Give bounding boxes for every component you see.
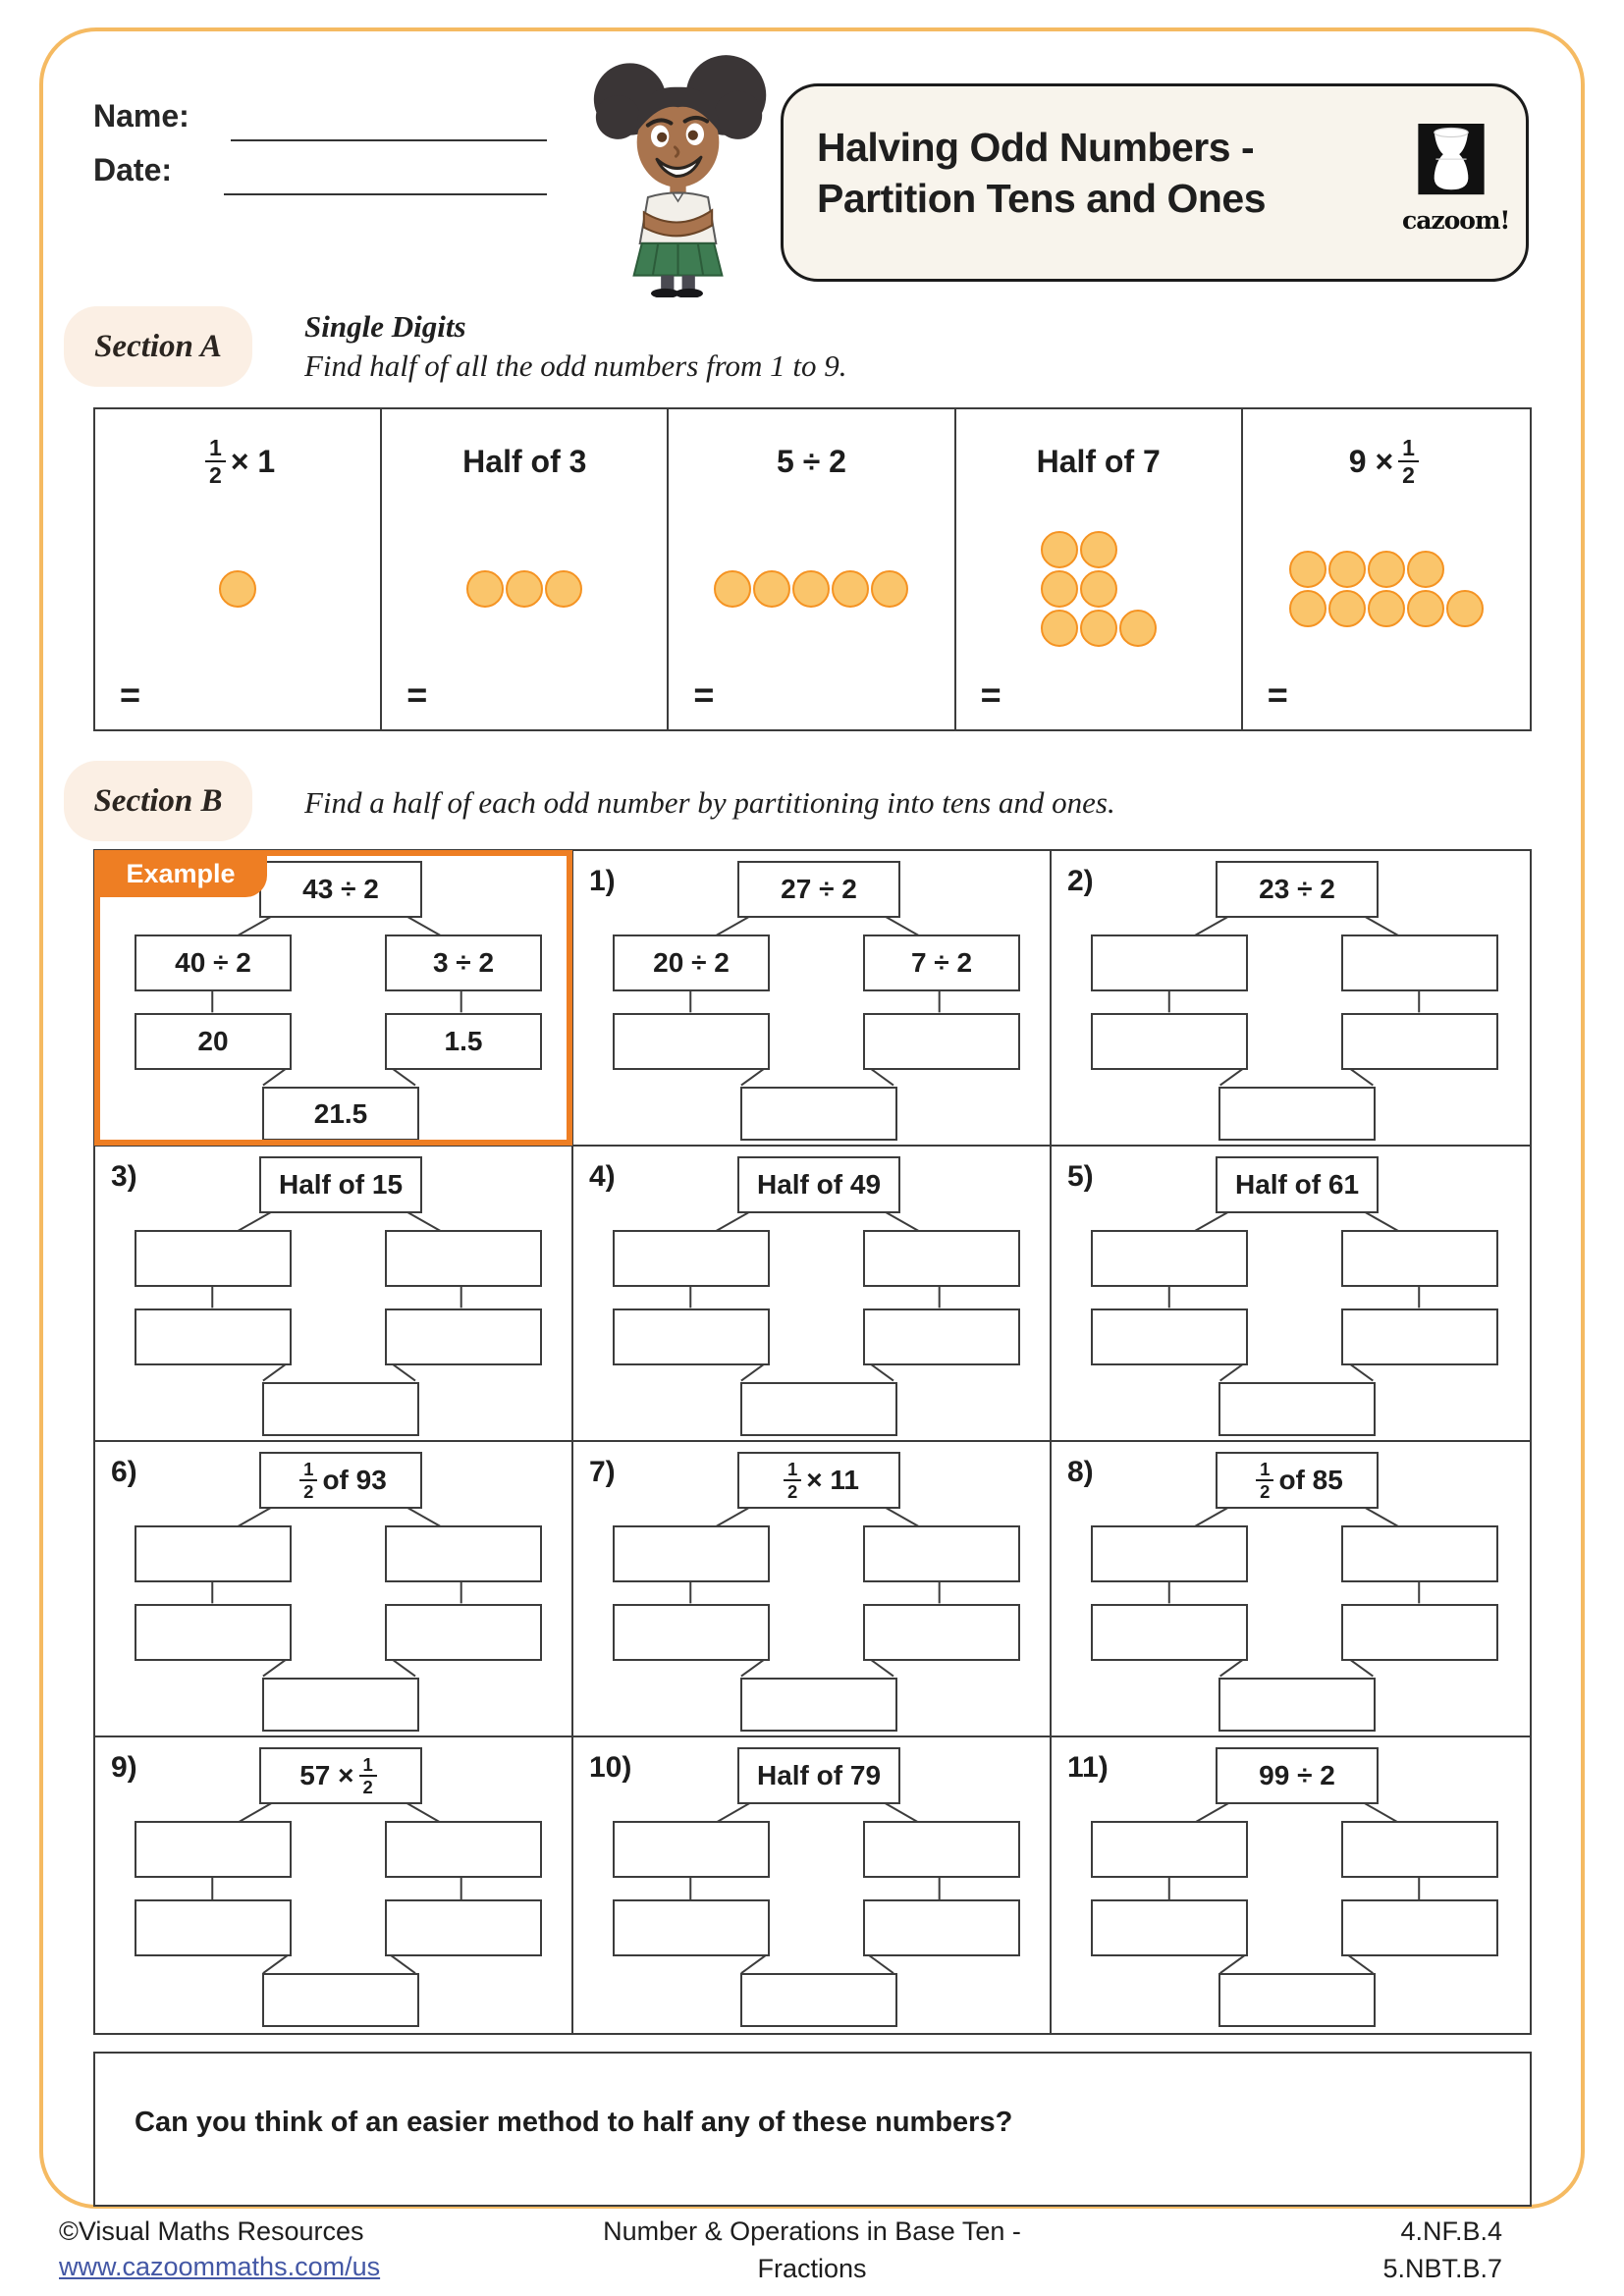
partition-top-box: $\frac{1}{2}$ of 93 <box>259 1452 422 1509</box>
counter-dot <box>1041 570 1078 608</box>
tens-answer-box: 20 <box>135 1013 292 1070</box>
partition-cell <box>1052 1147 1530 1442</box>
partition-ones-box[interactable] <box>863 1230 1020 1287</box>
section-b-instruction: Find a half of each odd number by partitioning into tens and ones. <box>304 785 1115 820</box>
counter-dots <box>382 507 667 669</box>
counter-dot <box>1328 590 1366 627</box>
question-number: 4) <box>589 1160 616 1193</box>
partition-top-box: Half of 49 <box>737 1156 900 1213</box>
final-answer-box: 21.5 <box>262 1087 419 1141</box>
expression: $\frac{1}{2}$ × 1 <box>95 417 380 506</box>
question-number: 7) <box>589 1456 616 1488</box>
question-number: 9) <box>111 1751 137 1784</box>
section-a-cell <box>1243 409 1530 729</box>
ones-answer-box[interactable] <box>863 1899 1020 1956</box>
ones-answer-box[interactable] <box>385 1604 542 1661</box>
partition-tens-box[interactable] <box>135 1821 292 1878</box>
challenge-question-box <box>93 2052 1532 2207</box>
ones-answer-box[interactable] <box>1341 1308 1498 1365</box>
tens-answer-box[interactable] <box>1091 1604 1248 1661</box>
partition-tens-box[interactable] <box>613 1821 770 1878</box>
dot-row <box>465 569 583 609</box>
final-answer-box[interactable] <box>1218 1678 1376 1732</box>
question-number: 8) <box>1067 1456 1094 1488</box>
counter-dots <box>669 507 953 669</box>
counter-dot <box>506 570 543 608</box>
djembe-drum-icon <box>1415 124 1488 204</box>
dot-grid <box>465 569 583 609</box>
partition-ones-box: 3 ÷ 2 <box>385 934 542 991</box>
equals-sign: = <box>1267 674 1288 715</box>
section-b-grid <box>93 849 1532 2035</box>
challenge-question-text: Can you think of an easier method to half any of these numbers? <box>135 2107 1013 2138</box>
partition-cell <box>573 1147 1052 1442</box>
partition-tens-box: 20 ÷ 2 <box>613 934 770 991</box>
dot-row <box>1288 550 1445 589</box>
partition-ones-box[interactable] <box>1341 934 1498 991</box>
ones-answer-box[interactable] <box>863 1308 1020 1365</box>
counter-dots <box>1243 507 1530 669</box>
title-line-1: Halving Odd Numbers - <box>817 125 1255 170</box>
copyright-text: ©Visual Maths Resources <box>59 2216 364 2246</box>
final-answer-box[interactable] <box>262 1678 419 1732</box>
partition-ones-box[interactable] <box>1341 1525 1498 1582</box>
partition-top-box: Half of 79 <box>737 1747 900 1804</box>
counter-dot <box>1289 590 1326 627</box>
partition-top-box: 99 ÷ 2 <box>1216 1747 1379 1804</box>
page-title <box>817 122 1266 225</box>
title-box <box>781 83 1529 282</box>
counter-dot <box>466 570 504 608</box>
dot-grid <box>218 569 257 609</box>
section-b-label: Section B <box>64 761 252 841</box>
fraction: $\frac{1}{2}$ <box>299 1460 317 1502</box>
final-answer-box[interactable] <box>262 1382 419 1436</box>
dot-row <box>713 569 909 609</box>
counter-dot <box>1289 551 1326 588</box>
partition-ones-box[interactable] <box>863 1821 1020 1878</box>
expression: 5 ÷ 2 <box>777 443 846 479</box>
partition-cell <box>1052 1442 1530 1737</box>
dot-row <box>1040 569 1118 609</box>
title-line-2: Partition Tens and Ones <box>817 176 1267 222</box>
website-link[interactable]: www.cazoommaths.com/us <box>59 2252 381 2281</box>
ones-answer-box[interactable] <box>385 1308 542 1365</box>
partition-tens-box[interactable] <box>135 1525 292 1582</box>
partition-top-box: 27 ÷ 2 <box>737 861 900 918</box>
partition-ones-box[interactable] <box>385 1821 542 1878</box>
ones-answer-box[interactable] <box>1341 1899 1498 1956</box>
question-number: 11) <box>1067 1751 1109 1784</box>
fraction: $\frac{1}{2}$ <box>784 1460 801 1502</box>
tens-answer-box[interactable] <box>613 1604 770 1661</box>
partition-tens-box[interactable] <box>1091 1525 1248 1582</box>
section-a-cell <box>382 409 669 729</box>
standard-code-2: 5.NBT.B.7 <box>1382 2254 1502 2283</box>
question-number: 1) <box>589 865 616 897</box>
partition-ones-box[interactable] <box>863 1525 1020 1582</box>
tens-answer-box[interactable] <box>1091 1013 1248 1070</box>
partition-top-box: Half of 61 <box>1216 1156 1379 1213</box>
counter-dot <box>832 570 869 608</box>
partition-cell <box>573 1737 1052 2033</box>
dot-row <box>1040 609 1158 648</box>
partition-tens-box[interactable] <box>613 1525 770 1582</box>
question-number: 5) <box>1067 1160 1094 1193</box>
question-number: 6) <box>111 1456 137 1488</box>
partition-cell <box>573 851 1052 1147</box>
counter-dot <box>1368 551 1405 588</box>
equals-sign: = <box>406 674 428 715</box>
tens-answer-box[interactable] <box>613 1899 770 1956</box>
section-a-instruction: Find half of all the odd numbers from 1 to 9. <box>304 348 847 383</box>
tens-answer-box[interactable] <box>613 1308 770 1365</box>
tens-answer-box[interactable] <box>135 1604 292 1661</box>
question-number: 10) <box>589 1751 632 1784</box>
tens-answer-box[interactable] <box>1091 1308 1248 1365</box>
expression: Half of 7 <box>1036 443 1161 479</box>
date-label: Date: <box>93 152 173 187</box>
counter-dot <box>1446 590 1484 627</box>
tens-answer-box[interactable] <box>613 1013 770 1070</box>
equals-sign: = <box>980 674 1001 715</box>
ones-answer-box[interactable] <box>1341 1013 1498 1070</box>
partition-top-box: 43 ÷ 2 <box>259 861 422 918</box>
partition-tens-box: 40 ÷ 2 <box>135 934 292 991</box>
question-number: 2) <box>1067 865 1094 897</box>
cazoom-logo-text: cazoom! <box>1402 206 1510 235</box>
example-tab: Example <box>94 850 267 897</box>
dot-row <box>218 569 257 609</box>
counter-dot <box>1080 610 1117 647</box>
final-answer-box[interactable] <box>1218 1973 1376 2027</box>
date-input-line[interactable] <box>224 193 547 195</box>
section-a-cell <box>669 409 955 729</box>
partition-ones-box[interactable] <box>1341 1230 1498 1287</box>
section-a-label: Section A <box>64 306 252 387</box>
partition-cell <box>573 1442 1052 1737</box>
dot-row <box>1040 530 1118 569</box>
dot-grid <box>713 569 909 609</box>
fraction: $\frac{1}{2}$ <box>359 1755 377 1797</box>
counter-dot <box>1080 531 1117 568</box>
ones-answer-box[interactable] <box>863 1604 1020 1661</box>
counter-dot <box>1041 531 1078 568</box>
tens-answer-box[interactable] <box>135 1899 292 1956</box>
partition-ones-box[interactable] <box>1341 1821 1498 1878</box>
partition-tens-box[interactable] <box>1091 1821 1248 1878</box>
standard-code-1: 4.NF.B.4 <box>1400 2216 1502 2246</box>
question-number: 3) <box>111 1160 137 1193</box>
partition-tens-box[interactable] <box>1091 1230 1248 1287</box>
final-answer-box[interactable] <box>740 1382 897 1436</box>
dot-grid <box>1040 530 1158 648</box>
name-label: Name: <box>93 98 189 133</box>
partition-ones-box: 7 ÷ 2 <box>863 934 1020 991</box>
counter-dots <box>95 507 380 669</box>
partition-tens-box[interactable] <box>1091 934 1248 991</box>
ones-answer-box[interactable] <box>863 1013 1020 1070</box>
partition-cell <box>95 1737 573 2033</box>
ones-answer-box[interactable] <box>385 1899 542 1956</box>
topic-text-line2: Fractions <box>757 2254 867 2283</box>
partition-ones-box[interactable] <box>385 1230 542 1287</box>
fraction: $\frac{1}{2}$ <box>205 436 226 487</box>
ones-answer-box: 1.5 <box>385 1013 542 1070</box>
counter-dot <box>1407 590 1444 627</box>
section-a-cell <box>95 409 382 729</box>
counter-dots <box>956 507 1241 669</box>
cazoom-logo <box>1402 124 1510 235</box>
final-answer-box[interactable] <box>740 1973 897 2027</box>
tens-answer-box[interactable] <box>135 1308 292 1365</box>
partition-ones-box[interactable] <box>385 1525 542 1582</box>
partition-top-box: 23 ÷ 2 <box>1216 861 1379 918</box>
fraction: $\frac{1}{2}$ <box>1256 1460 1273 1502</box>
final-answer-box[interactable] <box>1218 1382 1376 1436</box>
counter-dot <box>1368 590 1405 627</box>
counter-dot <box>1041 610 1078 647</box>
partition-top-box: 57 × $\frac{1}{2}$ <box>259 1747 422 1804</box>
name-input-line[interactable] <box>231 139 547 141</box>
partition-cell <box>95 851 573 1147</box>
partition-tens-box[interactable] <box>135 1230 292 1287</box>
counter-dot <box>1080 570 1117 608</box>
girl-mascot-illustration <box>577 47 779 297</box>
counter-dot <box>219 570 256 608</box>
dot-row <box>1288 589 1485 628</box>
partition-top-box: $\frac{1}{2}$ × 11 <box>737 1452 900 1509</box>
partition-top-box: Half of 15 <box>259 1156 422 1213</box>
counter-dot <box>714 570 751 608</box>
final-answer-box[interactable] <box>740 1678 897 1732</box>
expression: Half of 3 <box>462 443 587 479</box>
partition-cell <box>95 1147 573 1442</box>
topic-text-line1: Number & Operations in Base Ten - <box>603 2216 1021 2246</box>
final-answer-box[interactable] <box>1218 1087 1376 1141</box>
counter-dot <box>1119 610 1157 647</box>
equals-sign: = <box>120 674 141 715</box>
section-a-cell <box>956 409 1243 729</box>
final-answer-box[interactable] <box>262 1973 419 2027</box>
counter-dot <box>1328 551 1366 588</box>
counter-dot <box>1407 551 1444 588</box>
partition-cell <box>1052 1737 1530 2033</box>
section-a-heading: Single Digits <box>304 309 466 344</box>
counter-dot <box>792 570 830 608</box>
final-answer-box[interactable] <box>740 1087 897 1141</box>
partition-cell <box>95 1442 573 1737</box>
equals-sign: = <box>693 674 715 715</box>
partition-top-box: $\frac{1}{2}$ of 85 <box>1216 1452 1379 1509</box>
ones-answer-box[interactable] <box>1341 1604 1498 1661</box>
section-a-table <box>93 407 1532 731</box>
counter-dot <box>753 570 790 608</box>
dot-grid <box>1288 550 1485 628</box>
partition-tens-box[interactable] <box>613 1230 770 1287</box>
fraction: $\frac{1}{2}$ <box>1398 436 1419 487</box>
partition-cell <box>1052 851 1530 1147</box>
counter-dot <box>871 570 908 608</box>
counter-dot <box>545 570 582 608</box>
tens-answer-box[interactable] <box>1091 1899 1248 1956</box>
expression: 9 × $\frac{1}{2}$ <box>1243 417 1530 506</box>
